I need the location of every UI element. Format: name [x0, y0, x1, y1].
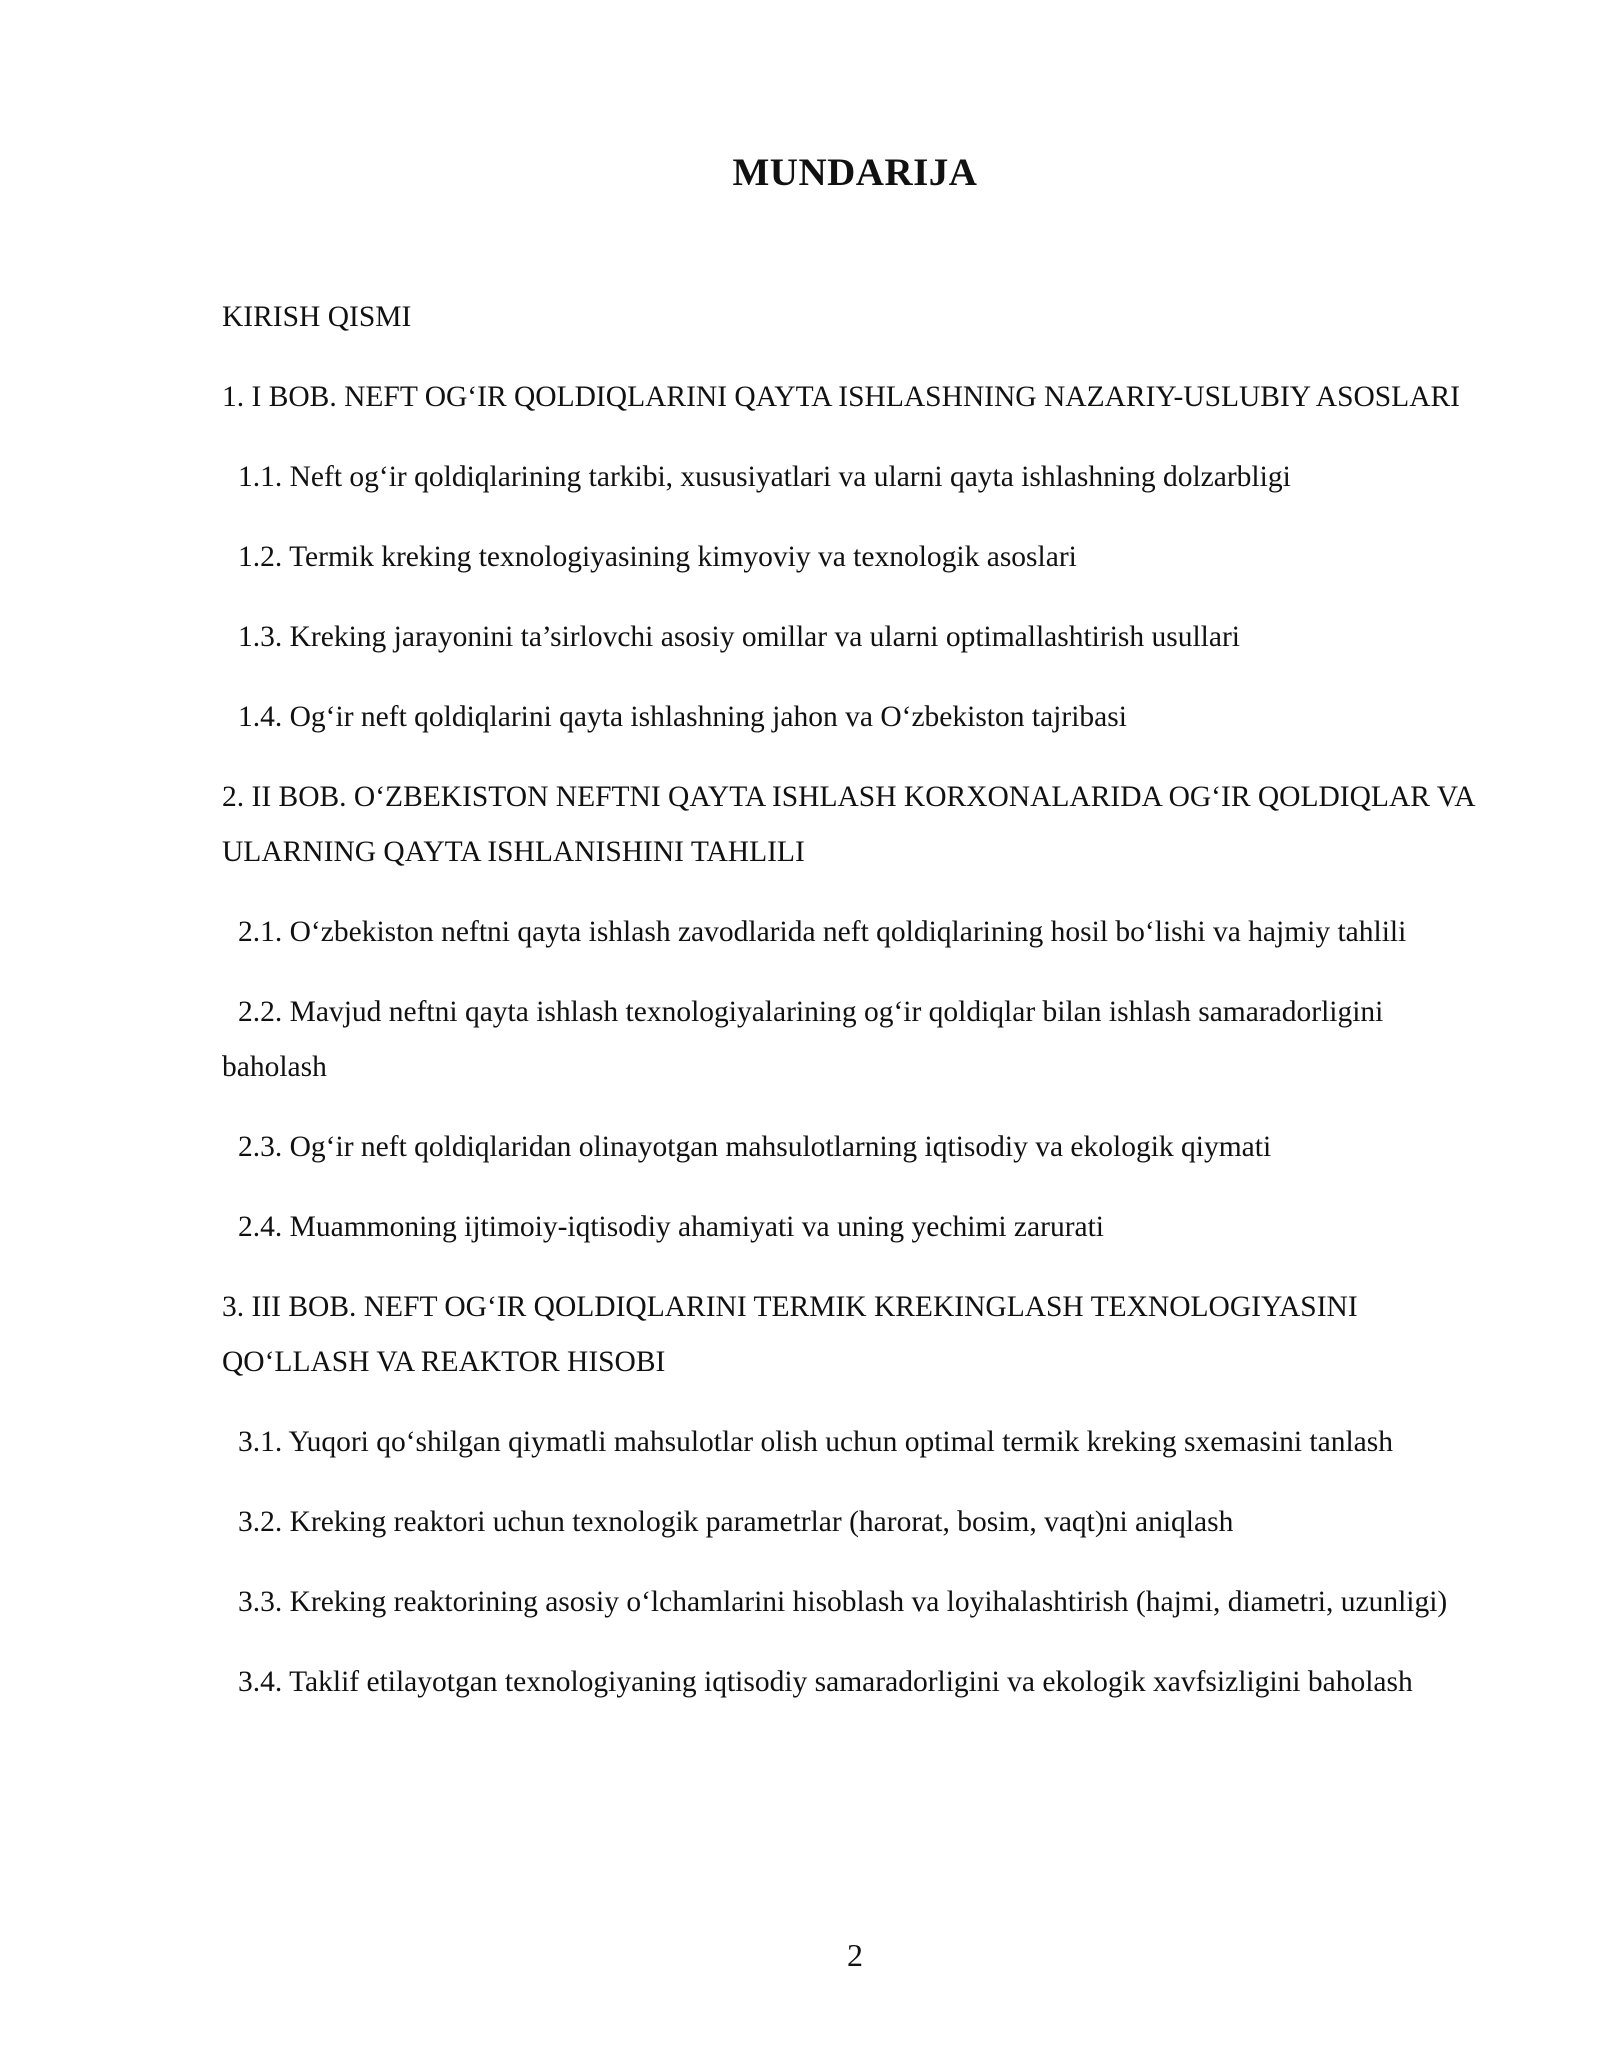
- page-title: MUNDARIJA: [732, 151, 978, 194]
- table-of-contents: [222, 290, 1492, 1735]
- toc-section-1-3: 1.3. Kreking jarayonini ta’sirlovchi asosiy omillar va ularni optimallashtirish usullari: [238, 621, 1240, 653]
- page-number: 2: [847, 1937, 863, 1973]
- toc-chapter-3: 3. III BOB. NEFT OG‘IR QOLDIQLARINI TERMIK KREKINGLASH TEXNOLOGIYASINI QO‘LLASH VA REAKTOR HISOBI: [222, 1291, 1358, 1378]
- toc-section-1-1: 1.1. Neft og‘ir qoldiqlarining tarkibi, xususiyatlari va ularni qayta ishlashning dolzarbligi: [238, 461, 1291, 493]
- toc-section-2-3: 2.3. Og‘ir neft qoldiqlaridan olinayotgan mahsulotlarning iqtisodiy va ekologik qiymati: [238, 1131, 1272, 1163]
- toc-section-3-2: 3.2. Kreking reaktori uchun texnologik parametrlar (harorat, bosim, vaqt)ni aniqlash: [238, 1506, 1234, 1538]
- toc-section-3-1: 3.1. Yuqori qo‘shilgan qiymatli mahsulotlar olish uchun optimal termik kreking sxemasini tanlash: [238, 1426, 1393, 1458]
- toc-section-2-4: 2.4. Muammoning ijtimoiy-iqtisodiy ahamiyati va uning yechimi zarurati: [238, 1211, 1105, 1243]
- toc-section-1-4: 1.4. Og‘ir neft qoldiqlarini qayta ishlashning jahon va O‘zbekiston tajribasi: [238, 701, 1127, 733]
- toc-entry-introduction: KIRISH QISMI: [222, 301, 412, 333]
- toc-section-3-4: 3.4. Taklif etilayotgan texnologiyaning iqtisodiy samaradorligini va ekologik xavfsizligini baholash: [238, 1666, 1413, 1698]
- toc-section-2-2: 2.2. Mavjud neftni qayta ishlash texnologiyalarining og‘ir qoldiqlar bilan ishlash samaradorligini baholash: [222, 996, 1384, 1083]
- toc-section-2-1: 2.1. O‘zbekiston neftni qayta ishlash zavodlarida neft qoldiqlarining hosil bo‘lishi va hajmiy tahlili: [238, 916, 1407, 948]
- toc-chapter-1: 1. I BOB. NEFT OG‘IR QOLDIQLARINI QAYTA ISHLASHNING NAZARIY-USLUBIY ASOSLARI: [222, 381, 1461, 413]
- toc-section-3-3: 3.3. Kreking reaktorining asosiy o‘lchamlarini hisoblash va loyihalashtirish (hajmi, diametri, uzunligi): [238, 1586, 1448, 1618]
- toc-section-1-2: 1.2. Termik kreking texnologiyasining kimyoviy va texnologik asoslari: [238, 541, 1077, 573]
- toc-chapter-2: 2. II BOB. O‘ZBEKISTON NEFTNI QAYTA ISHLASH KORXONALARIDA OG‘IR QOLDIQLAR VA ULARNING QAYTA ISHLANISHINI TAHLILI: [222, 781, 1474, 868]
